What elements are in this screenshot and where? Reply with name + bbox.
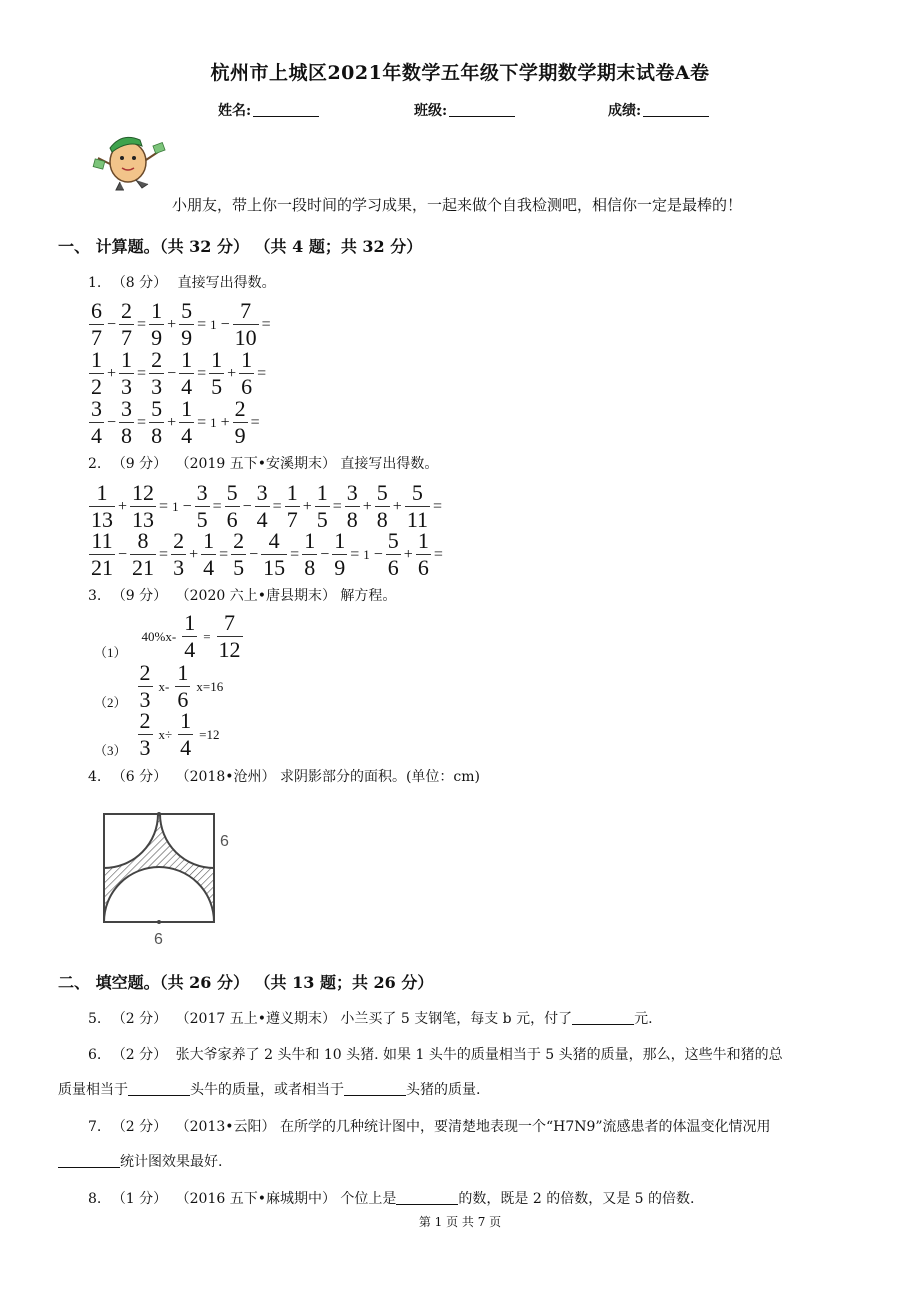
fraction [285, 482, 300, 531]
fraction-denominator: 6 [226, 507, 238, 532]
fraction-numerator: 5 [387, 528, 399, 553]
section-1-heading: 一、 计算题。（共 32 分） （共 4 题；共 32 分） [58, 237, 423, 256]
fraction-denominator: 13 [91, 507, 113, 532]
q1-row-3 [88, 398, 262, 447]
operator: = [332, 497, 342, 515]
top-center-dot [157, 812, 161, 816]
operator: = [197, 413, 207, 431]
q6-text-c: 头牛的质量，或者相当于 [190, 1082, 344, 1098]
q3-equation-3 [94, 710, 225, 759]
operator: − [107, 315, 117, 333]
fraction-denominator: 3 [173, 555, 185, 580]
fraction [375, 482, 390, 531]
fraction-denominator: 5 [316, 507, 328, 532]
fraction-denominator: 6 [241, 374, 253, 399]
fraction [130, 482, 156, 531]
operator: − [107, 413, 117, 431]
q5-source: （2017 五上•遵义期末） [175, 1011, 336, 1027]
equation-label: （3） [94, 743, 127, 758]
fraction-numerator: 7 [240, 298, 252, 323]
q1-score: （8 分） [111, 275, 168, 291]
fraction [231, 530, 246, 579]
fraction-numerator: 11 [91, 528, 113, 553]
q4-number: 4. [88, 769, 102, 785]
q2-row-1 [88, 482, 444, 531]
fraction-numerator: 2 [173, 528, 185, 553]
question-1-header [88, 272, 276, 292]
operator: + [189, 545, 199, 563]
name-blank[interactable] [253, 103, 319, 117]
class-field[interactable] [414, 100, 515, 120]
fraction-denominator: 21 [132, 555, 155, 580]
fraction [345, 482, 360, 531]
fraction-denominator: 6 [417, 555, 429, 580]
fraction-denominator: 4 [256, 507, 268, 532]
q2-source: （2019 五下•安溪期末） [175, 456, 336, 472]
fraction [386, 530, 401, 579]
fraction-numerator: 2 [139, 708, 151, 733]
fraction-numerator: 3 [256, 480, 268, 505]
fraction-numerator: 3 [196, 480, 208, 505]
equation-label: （1） [94, 645, 127, 660]
fraction-denominator: 9 [334, 555, 346, 580]
operator: + [118, 497, 128, 515]
operator: = [212, 497, 222, 515]
fraction-denominator: 8 [376, 507, 388, 532]
q3-source: （2020 六上•唐县期末） [175, 588, 336, 604]
operator: − [242, 497, 252, 515]
math-text: 1 [210, 414, 217, 430]
fraction-denominator: 6 [387, 555, 399, 580]
operator: + [107, 364, 117, 382]
fraction-numerator: 4 [268, 528, 280, 553]
shaded-area-figure [96, 806, 246, 948]
fraction-denominator: 21 [91, 555, 113, 580]
q6-text-d: 头猪的质量. [406, 1082, 481, 1098]
class-blank[interactable] [449, 103, 515, 117]
page-title: 杭州市上城区2021年数学五年级下学期数学期末试卷A卷 [210, 62, 710, 84]
q2-number: 2. [88, 456, 102, 472]
fraction [233, 300, 259, 349]
greeting-text: 小朋友，带上你一段时间的学习成果，一起来做个自我检测吧，相信你一定是最棒的！ [172, 196, 743, 214]
operator: = [433, 545, 443, 563]
fraction-denominator: 7 [91, 325, 102, 350]
operator: + [227, 364, 237, 382]
operator: = [137, 364, 147, 382]
fraction [89, 482, 115, 531]
fraction [179, 398, 194, 447]
fraction-numerator: 1 [211, 347, 223, 372]
q7-text-b: 统计图效果最好. [120, 1154, 223, 1170]
fraction-numerator: 1 [121, 347, 133, 372]
q4-score: （6 分） [111, 769, 168, 785]
fraction [119, 349, 134, 398]
fraction-denominator: 3 [151, 374, 163, 399]
q2-score: （9 分） [111, 456, 168, 472]
fraction-numerator: 1 [316, 480, 328, 505]
fraction [178, 710, 193, 759]
math-text: x÷ [158, 726, 173, 742]
q3-equation-1 [94, 612, 244, 661]
fraction-denominator: 3 [139, 735, 151, 760]
fraction [225, 482, 240, 531]
fraction-denominator: 3 [121, 374, 133, 399]
fraction [171, 530, 186, 579]
fraction [149, 300, 164, 349]
fraction-numerator: 2 [151, 347, 163, 372]
mascot-illustration [92, 130, 170, 194]
q3-score: （9 分） [111, 588, 168, 604]
page-footer: 第 1 页 共 7 页 [418, 1215, 502, 1229]
math-text: x=16 [196, 678, 224, 694]
math-text: 1 [363, 546, 370, 562]
q8-source: （2016 五下•麻城期中） [175, 1191, 336, 1207]
q7-score: （2 分） [111, 1119, 168, 1135]
q5-text-a: 小兰买了 5 支钢笔，每支 b 元，付了 [340, 1011, 573, 1027]
fraction-numerator: 5 [411, 480, 423, 505]
fraction [179, 300, 194, 349]
operator: + [302, 497, 312, 515]
fraction [119, 300, 134, 349]
operator: = [159, 497, 169, 515]
fraction-denominator: 4 [91, 423, 102, 448]
operator: − [167, 364, 177, 382]
score-field[interactable] [608, 100, 709, 120]
fraction-numerator: 1 [181, 347, 193, 372]
fraction [255, 482, 270, 531]
fraction-numerator: 1 [96, 480, 108, 505]
fraction [149, 398, 164, 447]
q6-score: （2 分） [111, 1047, 168, 1063]
math-text: 1 [172, 498, 179, 514]
fraction [209, 349, 224, 398]
fraction-numerator: 2 [121, 298, 133, 323]
q4-text: 求阴影部分的面积。(单位：cm) [279, 769, 481, 785]
fraction-numerator: 1 [180, 708, 192, 733]
bottom-length-label: 6 [154, 931, 163, 948]
question-5 [88, 1008, 653, 1028]
fraction [149, 349, 164, 398]
question-7 [88, 1116, 771, 1136]
fraction-numerator: 1 [151, 298, 163, 323]
question-6-continued [58, 1079, 480, 1099]
fraction [302, 530, 317, 579]
fraction-denominator: 4 [181, 374, 193, 399]
side-length-label: 6 [220, 833, 229, 850]
q2-text: 直接写出得数。 [340, 456, 439, 472]
operator: − [373, 545, 383, 563]
fraction-denominator: 5 [211, 374, 223, 399]
fraction-denominator: 4 [203, 555, 215, 580]
fraction-denominator: 4 [181, 423, 193, 448]
operator: = [219, 545, 229, 563]
fraction-numerator: 2 [233, 528, 245, 553]
fraction [119, 398, 134, 447]
question-4-header [88, 766, 480, 786]
fraction-denominator: 2 [91, 374, 102, 399]
fraction-numerator: 1 [241, 347, 253, 372]
q7-text-a: 在所学的几种统计图中，要清楚地表现一个“H7N9”流感患者的体温变化情况用 [279, 1119, 771, 1135]
fraction [332, 530, 347, 579]
fraction [179, 349, 194, 398]
math-text: 1 [210, 316, 217, 332]
section-2-heading: 二、 填空题。（共 26 分） （共 13 题；共 26 分） [58, 973, 434, 992]
fraction [89, 530, 115, 579]
fraction-denominator: 11 [406, 507, 428, 532]
name-label: 姓名: [218, 103, 252, 119]
q3-equation-2 [94, 662, 228, 711]
operator: + [167, 315, 177, 333]
operator: − [320, 545, 330, 563]
fraction-numerator: 1 [334, 528, 346, 553]
operator: − [182, 497, 192, 515]
fraction [239, 349, 254, 398]
fraction-numerator: 1 [91, 347, 102, 372]
fraction-numerator: 2 [234, 396, 246, 421]
fraction-denominator: 5 [233, 555, 245, 580]
fraction [182, 612, 197, 661]
fraction-numerator: 2 [139, 660, 151, 685]
fraction-denominator: 15 [263, 555, 286, 580]
fraction-numerator: 1 [417, 528, 429, 553]
bottom-center-dot [157, 920, 161, 924]
fraction-denominator: 5 [196, 507, 208, 532]
fraction [89, 349, 104, 398]
fraction-denominator: 7 [286, 507, 298, 532]
fraction-denominator: 8 [346, 507, 358, 532]
operator: = [197, 315, 207, 333]
question-2-header [88, 453, 438, 473]
q1-number: 1. [88, 275, 102, 291]
q1-row-2 [88, 349, 268, 398]
class-label: 班级: [414, 103, 448, 119]
q5-answer-blank[interactable] [572, 1011, 634, 1025]
operator: − [118, 545, 128, 563]
operator: + [167, 413, 177, 431]
fraction [405, 482, 430, 531]
q5-score: （2 分） [111, 1011, 168, 1027]
fraction-denominator: 9 [181, 325, 193, 350]
fraction-numerator: 3 [121, 396, 133, 421]
q3-text: 解方程。 [340, 588, 397, 604]
fraction-denominator: 4 [184, 637, 196, 662]
fraction-numerator: 5 [181, 298, 193, 323]
q6-answer-blank-1[interactable] [128, 1082, 190, 1096]
operator: + [392, 497, 402, 515]
fraction-numerator: 1 [181, 396, 193, 421]
operator: − [220, 315, 230, 333]
q6-number: 6. [88, 1047, 102, 1063]
operator: + [362, 497, 372, 515]
operator: − [249, 545, 259, 563]
fraction [138, 662, 153, 711]
q4-source: （2018•沧州） [175, 769, 276, 785]
math-text: x- [158, 678, 170, 694]
q7-answer-blank[interactable] [58, 1154, 120, 1168]
math-text: =12 [199, 726, 220, 742]
fraction-numerator: 6 [91, 298, 102, 323]
fraction-denominator: 13 [132, 507, 155, 532]
math-text: = [203, 628, 211, 644]
operator: + [403, 545, 413, 563]
fraction-numerator: 3 [346, 480, 358, 505]
fraction [217, 612, 243, 661]
fraction-numerator: 5 [376, 480, 388, 505]
fraction-denominator: 8 [121, 423, 133, 448]
operator: = [250, 413, 260, 431]
name-field[interactable] [218, 100, 319, 120]
q7-source: （2013•云阳） [175, 1119, 276, 1135]
q3-number: 3. [88, 588, 102, 604]
fraction [175, 662, 190, 711]
fraction-denominator: 9 [234, 423, 246, 448]
fraction-numerator: 5 [151, 396, 163, 421]
q7-number: 7. [88, 1119, 102, 1135]
q5-number: 5. [88, 1011, 102, 1027]
fraction-denominator: 7 [121, 325, 133, 350]
score-blank[interactable] [643, 103, 709, 117]
fraction-denominator: 8 [304, 555, 316, 580]
q1-text: 直接写出得数。 [177, 275, 276, 291]
operator: = [137, 315, 147, 333]
q8-answer-blank[interactable] [396, 1191, 458, 1205]
q5-text-b: 元. [634, 1011, 653, 1027]
fraction [261, 530, 287, 579]
fraction-denominator: 6 [177, 687, 189, 712]
operator: = [290, 545, 300, 563]
fraction-denominator: 10 [234, 325, 257, 350]
q6-text-b: 质量相当于 [58, 1082, 128, 1098]
fraction [138, 710, 153, 759]
fraction [130, 530, 156, 579]
fraction-numerator: 5 [226, 480, 238, 505]
q8-number: 8. [88, 1191, 102, 1207]
equation-label: （2） [94, 695, 127, 710]
q2-row-2 [88, 530, 445, 579]
question-7-continued [58, 1151, 222, 1171]
fraction [315, 482, 330, 531]
fraction [89, 398, 104, 447]
operator: = [197, 364, 207, 382]
fraction [195, 482, 210, 531]
fraction-denominator: 8 [151, 423, 163, 448]
fraction-denominator: 12 [218, 637, 241, 662]
score-label: 成绩: [608, 103, 642, 119]
fraction-numerator: 7 [224, 610, 236, 635]
fraction-numerator: 1 [184, 610, 196, 635]
q6-text-a: 张大爷家养了 2 头牛和 10 头猪. 如果 1 头牛的质量相当于 5 头猪的质量，那么，这些牛和猪的总 [175, 1047, 783, 1063]
q8-text-b: 的数，既是 2 的倍数，又是 5 的倍数. [458, 1191, 695, 1207]
operator: = [261, 315, 271, 333]
fraction-numerator: 3 [91, 396, 102, 421]
fraction-numerator: 1 [203, 528, 215, 553]
fraction-denominator: 9 [151, 325, 163, 350]
fraction [89, 300, 104, 349]
fraction-numerator: 8 [137, 528, 149, 553]
fraction-denominator: 3 [139, 687, 151, 712]
math-text: 40%x- [141, 628, 177, 644]
fraction-denominator: 4 [180, 735, 192, 760]
operator: + [220, 413, 230, 431]
operator: = [137, 413, 147, 431]
operator: = [433, 497, 443, 515]
operator: = [272, 497, 282, 515]
operator: = [350, 545, 360, 563]
question-6 [88, 1044, 783, 1064]
q8-score: （1 分） [111, 1191, 168, 1207]
fraction [233, 398, 248, 447]
q6-answer-blank-2[interactable] [344, 1082, 406, 1096]
fraction-numerator: 1 [304, 528, 316, 553]
operator: = [257, 364, 267, 382]
fraction [416, 530, 431, 579]
fraction [201, 530, 216, 579]
question-3-header [88, 585, 396, 605]
question-8 [88, 1188, 695, 1208]
fraction-numerator: 1 [177, 660, 189, 685]
fraction-numerator: 12 [132, 480, 155, 505]
fraction-numerator: 1 [286, 480, 298, 505]
operator: = [159, 545, 169, 563]
q8-text-a: 个位上是 [340, 1191, 397, 1207]
q1-row-1 [88, 300, 273, 349]
